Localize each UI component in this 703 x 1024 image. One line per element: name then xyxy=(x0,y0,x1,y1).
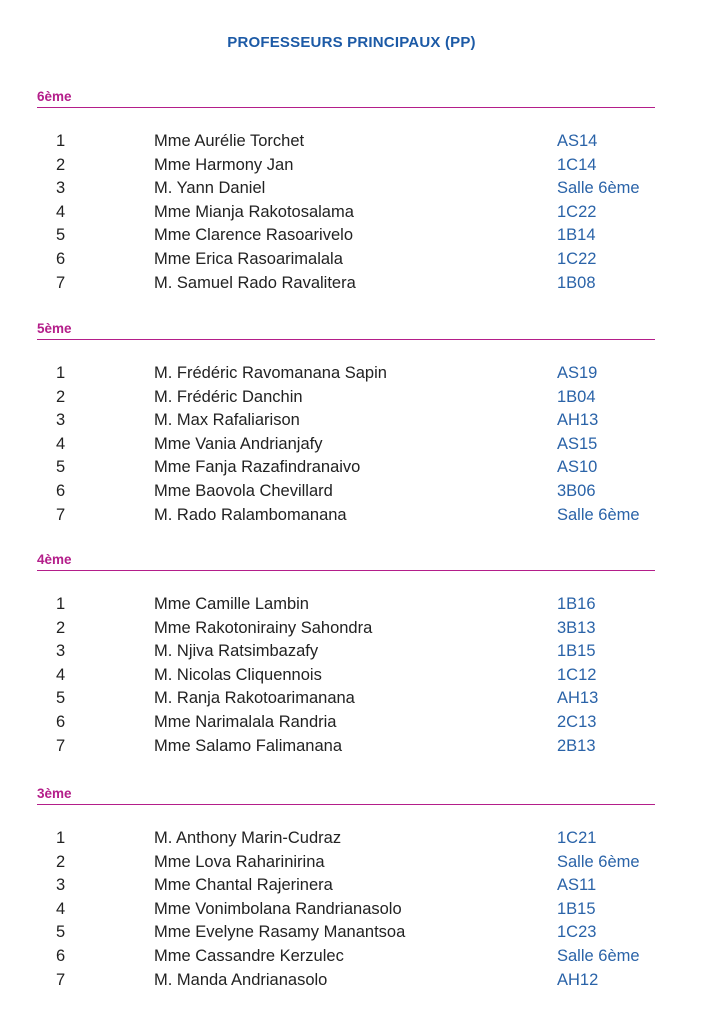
section-divider xyxy=(37,570,655,571)
row-number: 6 xyxy=(56,946,66,965)
row-number: 2 xyxy=(56,852,66,871)
teacher-row xyxy=(37,201,655,225)
room-code: 1B14 xyxy=(557,226,596,245)
section-heading: 5ème xyxy=(37,321,72,336)
teacher-list xyxy=(37,827,655,992)
room-code: 2C13 xyxy=(557,712,597,731)
teacher-list xyxy=(37,362,655,527)
teacher-name: Mme Clarence Rasoarivelo xyxy=(154,226,353,245)
row-number: 5 xyxy=(56,689,66,708)
row-number: 3 xyxy=(56,876,66,895)
teacher-row xyxy=(37,409,655,433)
teacher-name: M. Frédéric Ravomanana Sapin xyxy=(154,364,387,382)
room-code: 1C21 xyxy=(557,829,597,847)
teacher-row xyxy=(37,640,655,664)
room-code: 1B04 xyxy=(557,387,596,406)
teacher-name: Mme Mianja Rakotosalama xyxy=(154,202,354,221)
teacher-name: Mme Salamo Falimanana xyxy=(154,736,342,755)
teacher-name: Mme Camille Lambin xyxy=(154,595,309,613)
row-number: 3 xyxy=(56,642,66,661)
teacher-row xyxy=(37,224,655,248)
room-code: AH13 xyxy=(557,689,599,708)
teacher-name: M. Samuel Rado Ravalitera xyxy=(154,273,356,292)
teacher-row xyxy=(37,945,655,969)
room-code: Salle 6ème xyxy=(557,852,640,871)
teacher-row xyxy=(37,362,655,386)
teacher-row xyxy=(37,969,655,993)
teacher-list xyxy=(37,130,655,295)
row-number: 6 xyxy=(56,712,66,731)
teacher-name: Mme Baovola Chevillard xyxy=(154,481,333,500)
teacher-row xyxy=(37,898,655,922)
teacher-name: Mme Rakotonirainy Sahondra xyxy=(154,618,373,637)
teacher-row xyxy=(37,386,655,410)
row-number: 4 xyxy=(56,665,66,684)
teacher-name: M. Yann Daniel xyxy=(154,179,266,198)
teacher-name: M. Anthony Marin-Cudraz xyxy=(154,829,342,847)
row-number: 2 xyxy=(56,387,66,406)
row-number: 4 xyxy=(56,899,66,918)
room-code: AH12 xyxy=(557,970,599,989)
teacher-name: M. Manda Andrianasolo xyxy=(154,970,328,989)
row-number: 4 xyxy=(56,434,66,453)
teacher-row xyxy=(37,480,655,504)
teacher-row xyxy=(37,921,655,945)
teacher-name: M. Rado Ralambomanana xyxy=(154,505,347,524)
room-code: 1C23 xyxy=(557,923,597,942)
room-code: 2B13 xyxy=(557,736,596,755)
section-divider xyxy=(37,804,655,805)
teacher-name: Mme Evelyne Rasamy Manantsoa xyxy=(154,923,406,942)
teacher-name: Mme Fanja Razafindranaivo xyxy=(154,458,361,477)
teacher-row xyxy=(37,687,655,711)
row-number: 4 xyxy=(56,202,66,221)
teacher-name: Mme Aurélie Torchet xyxy=(154,132,305,150)
teacher-name: M. Max Rafaliarison xyxy=(154,411,300,430)
section-divider xyxy=(37,339,655,340)
teacher-row xyxy=(37,177,655,201)
room-code: Salle 6ème xyxy=(557,179,640,198)
row-number: 7 xyxy=(56,273,66,292)
row-number: 5 xyxy=(56,923,66,942)
teacher-name: Mme Cassandre Kerzulec xyxy=(154,946,344,965)
row-number: 3 xyxy=(56,411,66,430)
page-title: PROFESSEURS PRINCIPAUX (PP) xyxy=(227,34,476,51)
teacher-row xyxy=(37,874,655,898)
teacher-row xyxy=(37,272,655,296)
room-code: 1C22 xyxy=(557,202,597,221)
row-number: 1 xyxy=(56,595,66,613)
row-number: 6 xyxy=(56,249,66,268)
room-code: AS15 xyxy=(557,434,598,453)
row-number: 7 xyxy=(56,505,66,524)
room-code: AH13 xyxy=(557,411,599,430)
teacher-name: M. Ranja Rakotoarimanana xyxy=(154,689,355,708)
teacher-row xyxy=(37,711,655,735)
row-number: 1 xyxy=(56,829,66,847)
section-heading: 6ème xyxy=(37,89,72,104)
room-code: 1C14 xyxy=(557,155,597,174)
row-number: 7 xyxy=(56,736,66,755)
teacher-name: Mme Vania Andrianjafy xyxy=(154,434,323,453)
row-number: 7 xyxy=(56,970,66,989)
teacher-name: M. Njiva Ratsimbazafy xyxy=(154,642,319,661)
teacher-row xyxy=(37,593,655,617)
row-number: 5 xyxy=(56,226,66,245)
teacher-name: Mme Chantal Rajerinera xyxy=(154,876,333,895)
teacher-name: Mme Erica Rasoarimalala xyxy=(154,249,343,268)
teacher-row xyxy=(37,617,655,641)
teacher-row xyxy=(37,664,655,688)
room-code: 1B15 xyxy=(557,899,596,918)
row-number: 5 xyxy=(56,458,66,477)
teacher-name: Mme Lova Raharinirina xyxy=(154,852,325,871)
teacher-row xyxy=(37,433,655,457)
teacher-name: M. Nicolas Cliquennois xyxy=(154,665,322,684)
row-number: 6 xyxy=(56,481,66,500)
teacher-row xyxy=(37,248,655,272)
room-code: AS19 xyxy=(557,364,598,382)
teacher-row xyxy=(37,154,655,178)
teacher-row xyxy=(37,735,655,759)
teacher-row xyxy=(37,851,655,875)
section-heading: 3ème xyxy=(37,786,72,801)
section-3eme xyxy=(37,783,655,992)
room-code: 3B06 xyxy=(557,481,596,500)
room-code: 1B08 xyxy=(557,273,596,292)
teacher-list xyxy=(37,593,655,758)
section-6eme xyxy=(37,86,655,295)
teacher-name: M. Frédéric Danchin xyxy=(154,387,303,406)
row-number: 2 xyxy=(56,618,66,637)
room-code: AS11 xyxy=(557,876,597,895)
room-code: 3B13 xyxy=(557,618,596,637)
room-code: 1B16 xyxy=(557,595,596,613)
room-code: 1C12 xyxy=(557,665,597,684)
room-code: Salle 6ème xyxy=(557,505,640,524)
teacher-row xyxy=(37,827,655,851)
row-number: 2 xyxy=(56,155,66,174)
teacher-name: Mme Harmony Jan xyxy=(154,155,294,174)
section-4eme xyxy=(37,549,655,758)
section-heading: 4ème xyxy=(37,552,72,567)
room-code: 1C22 xyxy=(557,249,597,268)
section-5eme xyxy=(37,318,655,527)
row-number: 1 xyxy=(56,364,66,382)
room-code: AS10 xyxy=(557,458,598,477)
teacher-name: Mme Narimalala Randria xyxy=(154,712,337,731)
row-number: 3 xyxy=(56,179,66,198)
teacher-row xyxy=(37,504,655,528)
section-divider xyxy=(37,107,655,108)
teacher-row xyxy=(37,130,655,154)
room-code: 1B15 xyxy=(557,642,596,661)
row-number: 1 xyxy=(56,132,66,150)
room-code: Salle 6ème xyxy=(557,946,640,965)
teacher-name: Mme Vonimbolana Randrianasolo xyxy=(154,899,402,918)
room-code: AS14 xyxy=(557,132,598,150)
teacher-row xyxy=(37,456,655,480)
